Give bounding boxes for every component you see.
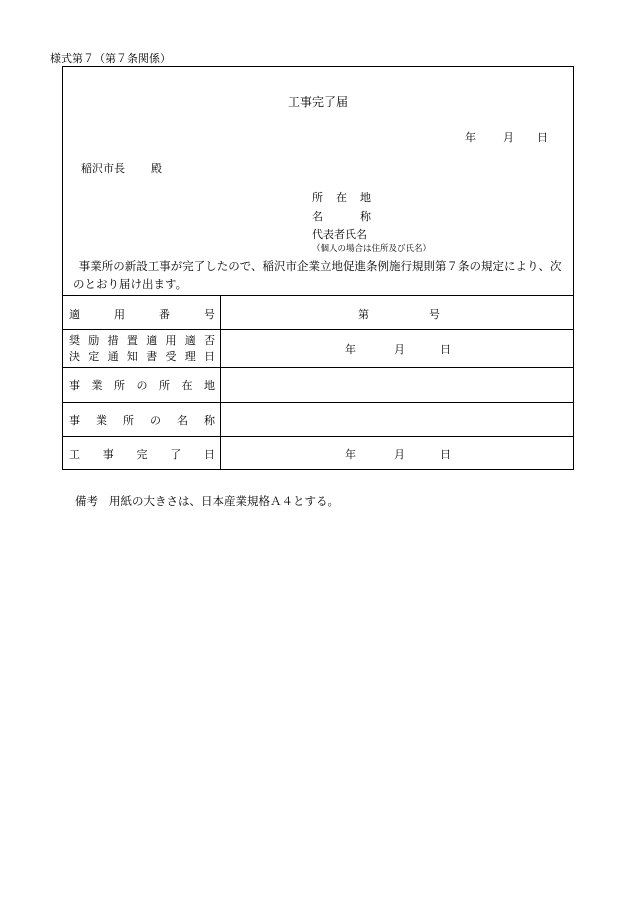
application-number-prefix: 第: [358, 308, 369, 321]
applicant-location-char1: 所: [312, 191, 323, 204]
form-frame: [62, 66, 574, 470]
applicant-representative-label: 代表者氏名: [312, 228, 367, 241]
completion-date-month: 月: [394, 448, 405, 461]
date-day-label: 日: [537, 131, 548, 144]
applicant-location-char3: 地: [360, 191, 371, 204]
table-row-label-application-number: 適 用 番 号: [69, 308, 215, 321]
addressee-honorific: 殿: [151, 162, 162, 175]
date-month-label: 月: [503, 131, 514, 144]
table-row-line: [63, 436, 573, 437]
table-row-line: [63, 367, 573, 368]
applicant-individual-note: （個人の場合は住所及び氏名）: [312, 244, 432, 254]
office-location-value-cell[interactable]: [223, 369, 571, 400]
document-title: 工事完了届: [288, 95, 349, 109]
applicant-name-char2: 称: [360, 210, 371, 223]
table-top-line: [63, 295, 573, 296]
remark-prefix: 備考: [75, 494, 98, 508]
table-row-label-decision-notice-line1: 奨 励 措 置 適 用 適 否: [69, 334, 216, 347]
table-row-label-office-name: 事 業 所 の 名 称: [69, 414, 215, 427]
applicant-name-char1: 名: [312, 210, 323, 223]
decision-date-day: 日: [440, 343, 451, 356]
applicant-location-char2: 在: [336, 191, 347, 204]
table-row-label-completion-date: 工 事 完 了 日: [69, 448, 215, 461]
application-number-suffix: 号: [429, 308, 440, 321]
completion-date-year: 年: [345, 448, 356, 461]
notification-body-text: 事業所の新設工事が完了したので、稲沢市企業立地促進条例施行規則第７条の規定により、次のとおり届け出ます。: [73, 259, 562, 291]
completion-date-day: 日: [440, 448, 451, 461]
form-number-label: 様式第７（第７条関係）: [50, 52, 171, 65]
table-row-line: [63, 329, 573, 330]
date-year-label: 年: [465, 131, 476, 144]
addressee-name: 稲沢市長: [81, 162, 125, 175]
remark-text: 用紙の大きさは、日本産業規格Ａ４とする。: [108, 494, 339, 508]
office-name-value-cell[interactable]: [223, 404, 571, 434]
decision-date-month: 月: [394, 343, 405, 356]
decision-date-year: 年: [345, 343, 356, 356]
table-column-divider: [220, 295, 221, 469]
table-row-line: [63, 402, 573, 403]
table-row-label-office-location: 事 業 所 の 所 在 地: [69, 379, 215, 392]
remark-note: [75, 493, 339, 509]
table-row-label-decision-notice-line2: 決 定 通 知 書 受 理 日: [69, 350, 216, 363]
